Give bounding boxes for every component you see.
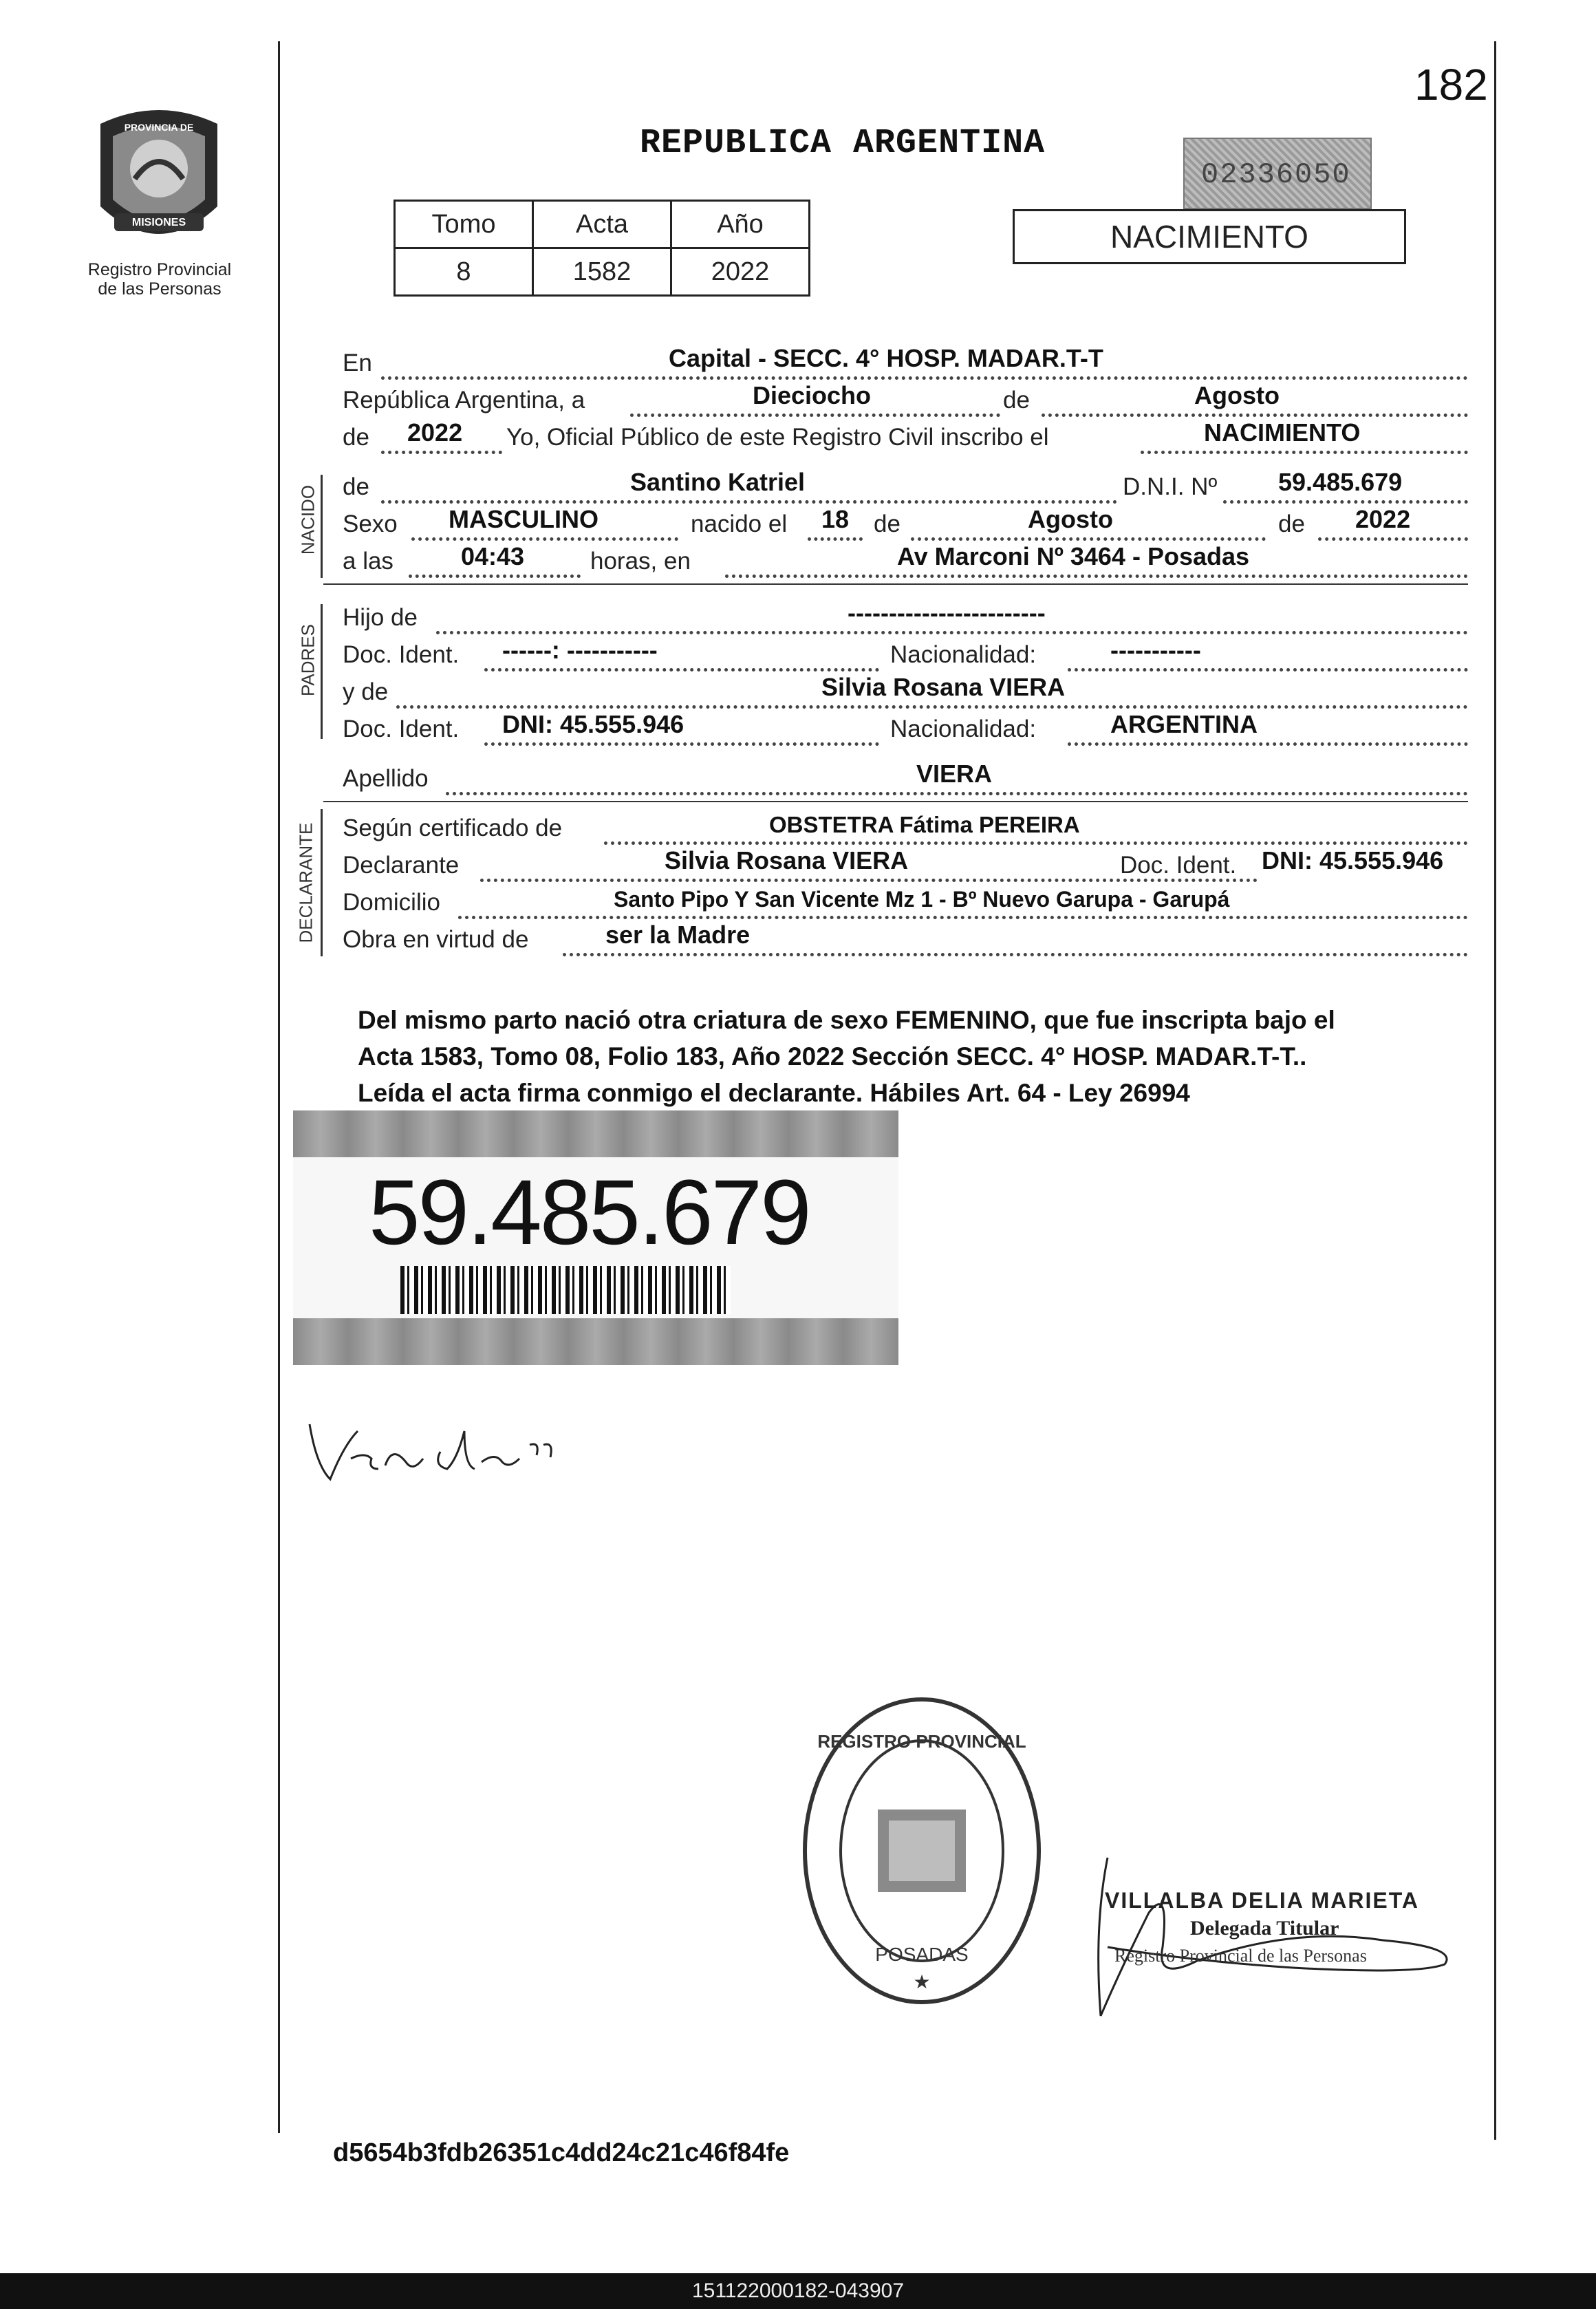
note-line-1: Del mismo parto nació otra criatura de sexo FEMENINO, que fue inscripta bajo el: [358, 1006, 1335, 1034]
side-label-nacido: NACIDO: [297, 484, 319, 555]
label-hijo-de: Hijo de: [343, 604, 418, 631]
value-birth-year: 2022: [1355, 505, 1411, 533]
section-divider-2: [323, 801, 1468, 802]
label-nacido-el: nacido el: [691, 511, 788, 537]
label-dni: D.N.I. Nº: [1123, 473, 1218, 500]
value-hora: 04:43: [461, 542, 525, 570]
value-day-words: Dieciocho: [753, 381, 872, 409]
label-certificado: Según certificado de: [343, 815, 563, 841]
label-decl-doc: Doc. Ident.: [1120, 852, 1237, 879]
label-en: En: [343, 350, 372, 376]
registry-value-tomo: 8: [395, 248, 533, 296]
svg-text:★: ★: [913, 1971, 931, 1993]
value-apellido: VIERA: [916, 760, 993, 788]
row-sexo: [343, 506, 1468, 541]
value-nac2: ARGENTINA: [1110, 710, 1258, 738]
label-nacido-de: de: [343, 473, 369, 500]
row-republica: [343, 383, 1468, 417]
declarante-bracket: [321, 809, 323, 956]
label-sexo-de-2: de: [1278, 511, 1305, 537]
act-type-box: NACIMIENTO: [1013, 209, 1406, 264]
value-child-name: Santino Katriel: [630, 468, 806, 496]
footer-code: 151122000182-043907: [691, 2279, 905, 2302]
serial-stamp-number: 02336050: [1201, 158, 1351, 191]
value-obra: ser la Madre: [605, 921, 751, 949]
label-apellido: Apellido: [343, 765, 429, 792]
label-nac2: Nacionalidad:: [890, 716, 1037, 742]
misiones-emblem: [87, 103, 231, 255]
signatory-name: VILLALBA DELIA MARIETA: [1105, 1888, 1419, 1913]
svg-text:POSADAS: POSADAS: [875, 1944, 969, 1965]
registry-header-tomo: Tomo: [395, 201, 533, 248]
side-label-declarante: DECLARANTE: [295, 822, 316, 943]
row-nacido-name: [343, 469, 1468, 504]
logo-caption-line2: de las Personas: [98, 279, 222, 299]
country-title: REPUBLICA ARGENTINA: [640, 124, 1046, 163]
row-apellido: [343, 761, 1468, 795]
logo-caption: [63, 260, 256, 299]
row-hora: [343, 544, 1468, 578]
value-sexo: MASCULINO: [449, 505, 598, 533]
value-domicilio: Santo Pipo Y San Vicente Mz 1 - Bº Nuevo Garupa - Garupá: [614, 887, 1230, 912]
label-republica: República Argentina, a: [343, 387, 585, 414]
label-sexo-de-1: de: [874, 511, 901, 537]
row-obra: [343, 922, 1468, 956]
label-horas-en: horas, en: [590, 548, 691, 574]
row-y-de: [343, 674, 1468, 709]
side-label-padres: PADRES: [297, 624, 319, 696]
value-madre: Silvia Rosana VIERA: [821, 673, 1066, 701]
value-child-dni: 59.485.679: [1278, 468, 1403, 496]
label-a-las: a las: [343, 548, 393, 574]
label-doc2: Doc. Ident.: [343, 716, 460, 742]
value-decl-doc: DNI: 45.555.946: [1262, 846, 1444, 874]
label-de-year: de: [343, 424, 369, 451]
signatory-org: Registro Provincial de las Personas: [1114, 1946, 1367, 1966]
value-padre: ------------------------: [848, 599, 1046, 627]
registry-value-anio: 2022: [671, 248, 810, 296]
section-divider-1: [323, 583, 1468, 585]
value-birth-month: Agosto: [1028, 505, 1113, 533]
label-y-de: y de: [343, 678, 389, 705]
registry-table-header: [395, 201, 810, 248]
serial-stamp: [1183, 138, 1372, 209]
row-de-year: [343, 420, 1468, 454]
registry-header-acta: Acta: [533, 201, 671, 248]
sticker-top-stripe: [293, 1110, 898, 1157]
document-hash: d5654b3fdb26351c4dd24c21c46f84fe: [333, 2138, 790, 2167]
row-doc1: [343, 637, 1468, 672]
label-declarante: Declarante: [343, 852, 460, 879]
label-nac1: Nacionalidad:: [890, 641, 1037, 668]
row-declarante: [343, 848, 1468, 882]
row-en: [343, 345, 1468, 380]
value-month: Agosto: [1194, 381, 1280, 409]
value-doc2: DNI: 45.555.946: [502, 710, 684, 738]
text-oficial: Yo, Oficial Público de este Registro Civil inscribo el: [506, 424, 1049, 451]
left-margin-line: [278, 41, 280, 2133]
sticker-barcode: [400, 1266, 731, 1314]
label-domicilio: Domicilio: [343, 889, 440, 916]
svg-text:MISIONES: MISIONES: [131, 217, 186, 228]
svg-text:PROVINCIA DE: PROVINCIA DE: [124, 122, 194, 133]
handwritten-signature: [303, 1404, 578, 1496]
signatory-title: Delegada Titular: [1190, 1917, 1339, 1940]
signatory-block: [1087, 1844, 1472, 2023]
right-margin-line: [1494, 41, 1496, 2140]
label-sexo: Sexo: [343, 511, 398, 537]
row-certificado: [343, 810, 1468, 845]
label-obra: Obra en virtud de: [343, 926, 529, 953]
dni-sticker: [293, 1110, 898, 1365]
registry-value-acta: 1582: [533, 248, 671, 296]
registry-table: [393, 200, 810, 297]
sticker-dni-number: 59.485.679: [369, 1161, 810, 1264]
registry-header-anio: Año: [671, 201, 810, 248]
footer-bar: [0, 2273, 1596, 2309]
value-year: 2022: [407, 418, 463, 447]
value-inscribo: NACIMIENTO: [1204, 418, 1361, 447]
logo-caption-line1: Registro Provincial: [87, 260, 232, 279]
svg-text:REGISTRO PROVINCIAL: REGISTRO PROVINCIAL: [817, 1731, 1026, 1752]
note-paragraph: [358, 1002, 1472, 1111]
sticker-bottom-stripe: [293, 1318, 898, 1365]
value-lugar: Av Marconi Nº 3464 - Posadas: [897, 542, 1250, 570]
value-certificado: OBSTETRA Fátima PEREIRA: [769, 812, 1080, 837]
value-birth-day: 18: [821, 505, 850, 533]
value-declarante: Silvia Rosana VIERA: [665, 846, 909, 874]
value-en: Capital - SECC. 4° HOSP. MADAR.T-T: [669, 344, 1103, 372]
row-hijo-de: [343, 600, 1468, 634]
row-domicilio: [343, 885, 1468, 919]
official-seal: [798, 1693, 1046, 2009]
page-number: 182: [1414, 60, 1488, 109]
nacido-bracket: [321, 475, 323, 578]
note-line-3: Leída el acta firma conmigo el declarante. Hábiles Art. 64 - Ley 26994: [358, 1079, 1190, 1107]
note-line-2: Acta 1583, Tomo 08, Folio 183, Año 2022 Sección SECC. 4° HOSP. MADAR.T-T..: [358, 1042, 1307, 1071]
value-doc1: ------: -----------: [502, 636, 658, 664]
label-republica-de: de: [1003, 387, 1030, 414]
value-nac1: -----------: [1110, 636, 1201, 664]
row-doc2: [343, 711, 1468, 746]
label-doc1: Doc. Ident.: [343, 641, 460, 668]
padres-bracket: [321, 604, 323, 739]
registry-table-values: [395, 248, 810, 296]
